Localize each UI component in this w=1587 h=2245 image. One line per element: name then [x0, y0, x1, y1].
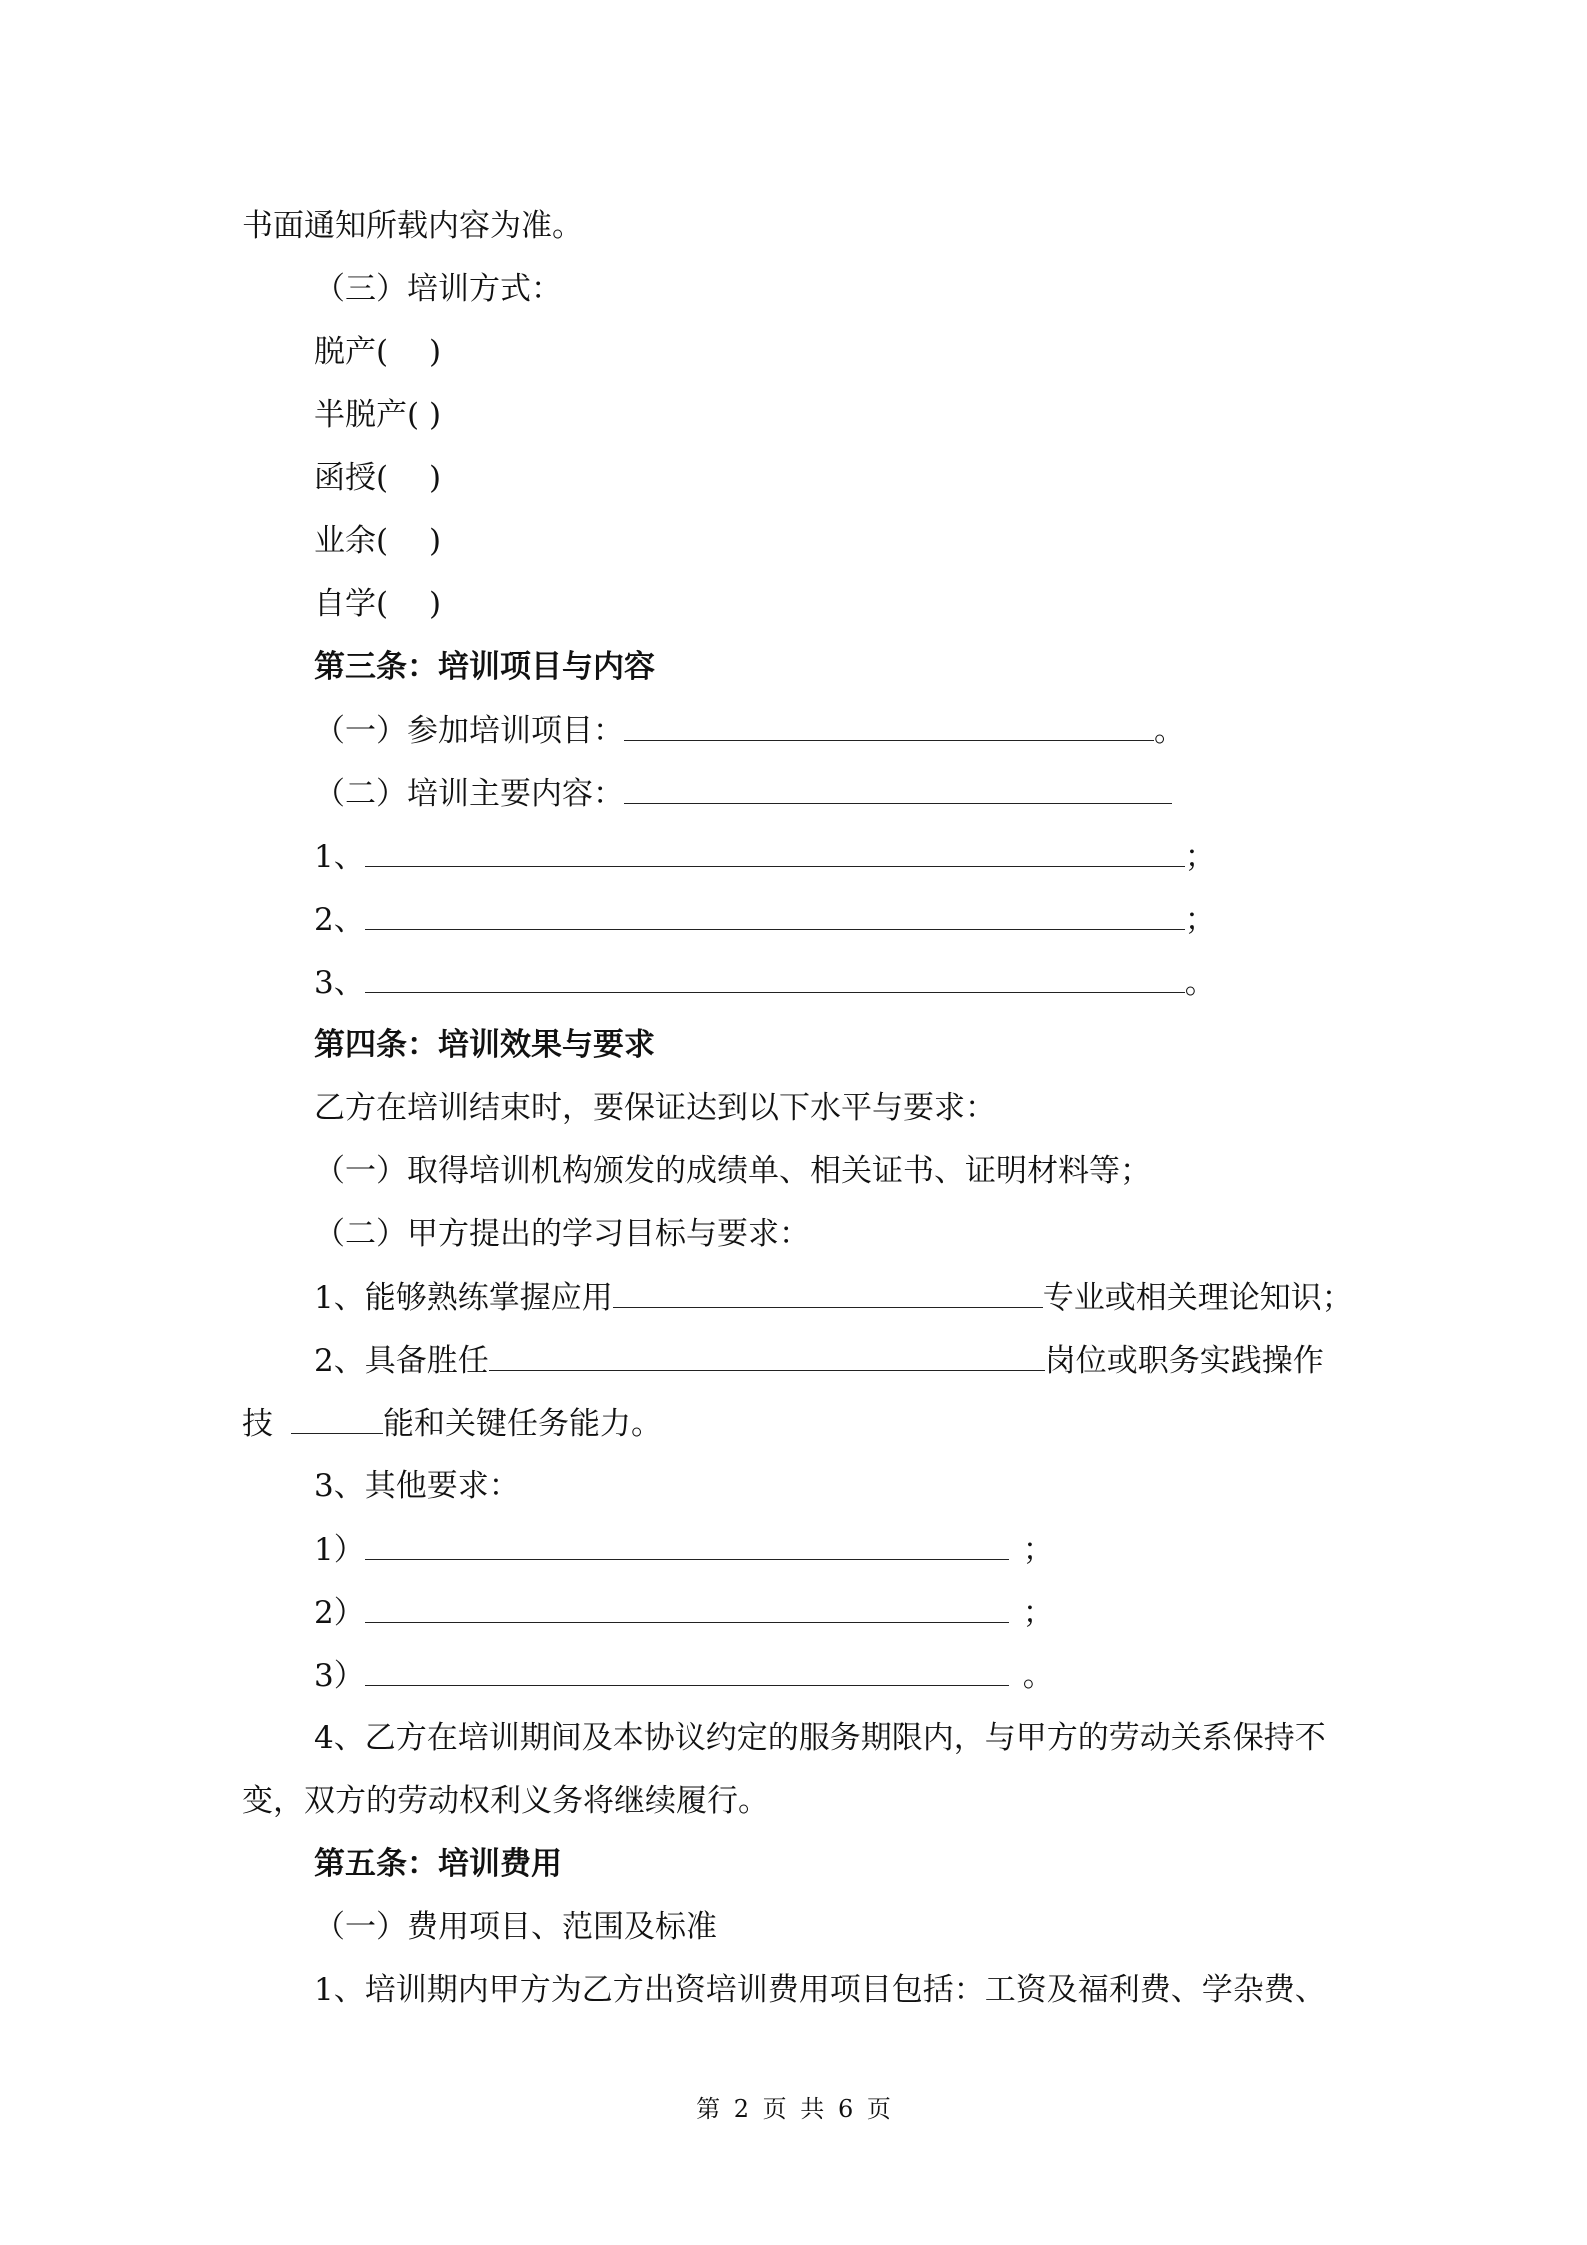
blank-field: [291, 1403, 383, 1434]
fill-line: [314, 1277, 1353, 1317]
fill-line: [314, 1529, 1054, 1569]
text-line: 3、其他要求：: [314, 1468, 520, 1504]
fill-label: 2、具备胜任: [314, 1343, 489, 1379]
blank-field: [365, 1592, 1009, 1623]
blank-field: [365, 836, 1185, 867]
fill-end: ；: [1184, 902, 1216, 938]
fill-line: [314, 1340, 1324, 1380]
fill-label: 3）: [314, 1658, 365, 1694]
blank-field: [365, 1529, 1009, 1560]
fill-label: 1）: [314, 1532, 365, 1568]
article-heading: 第五条：培训费用: [314, 1846, 562, 1882]
article-heading: 第三条：培训项目与内容: [314, 649, 655, 685]
fill-end: 。: [1154, 713, 1185, 749]
blank-field: [624, 773, 1172, 804]
text-line: 书面通知所载内容为准。: [242, 208, 583, 244]
fill-end: 专业或相关理论知识；: [1042, 1280, 1353, 1316]
fill-end: 岗位或职务实践操作: [1044, 1343, 1324, 1379]
fill-line: [242, 1403, 662, 1443]
fill-line: [314, 710, 1185, 750]
fill-line: [314, 1592, 1054, 1632]
text-line: 乙方在培训结束时，要保证达到以下水平与要求：: [314, 1090, 996, 1126]
blank-field: [624, 710, 1154, 741]
fill-end: 。: [1022, 1658, 1054, 1694]
fill-label: 1、能够熟练掌握应用: [314, 1280, 613, 1316]
text-line: 变，双方的劳动权利义务将继续履行。: [242, 1783, 769, 1819]
blank-field: [365, 899, 1185, 930]
blank-field: [613, 1277, 1043, 1308]
fill-end: 。: [1184, 965, 1216, 1001]
fill-line: [314, 962, 1216, 1002]
fill-line: [314, 899, 1216, 939]
fill-label: 技: [242, 1406, 273, 1442]
text-line: 1、培训期内甲方为乙方出资培训费用项目包括：工资及福利费、学杂费、: [314, 1972, 1326, 2008]
fill-label: （二）培训主要内容：: [314, 776, 624, 812]
option-item: 业余( ): [314, 523, 442, 559]
fill-end: 能和关键任务能力。: [383, 1406, 662, 1442]
blank-field: [365, 1655, 1009, 1686]
option-item: 自学( ): [314, 586, 442, 622]
fill-end: ；: [1184, 839, 1216, 875]
text-line: （一）费用项目、范围及标准: [314, 1909, 717, 1945]
page-number-footer: 第 2 页 共 6 页: [696, 2095, 891, 2123]
text-line: 4、乙方在培训期间及本协议约定的服务期限内，与甲方的劳动关系保持不: [314, 1720, 1326, 1756]
fill-line: [314, 1655, 1054, 1695]
article-heading: 第四条：培训效果与要求: [314, 1027, 655, 1063]
text-line: （一）取得培训机构颁发的成绩单、相关证书、证明材料等；: [314, 1153, 1151, 1189]
fill-end: ；: [1022, 1595, 1054, 1631]
option-item: 脱产( ): [314, 334, 442, 370]
option-item: 半脱产( ): [314, 397, 442, 433]
fill-label: 1、: [314, 839, 365, 875]
fill-line: [314, 836, 1216, 876]
blank-field: [365, 962, 1185, 993]
fill-label: （一）参加培训项目：: [314, 713, 624, 749]
fill-label: 3、: [314, 965, 365, 1001]
fill-end: ；: [1022, 1532, 1054, 1568]
fill-label: 2、: [314, 902, 365, 938]
option-item: 函授( ): [314, 460, 442, 496]
blank-field: [489, 1340, 1045, 1371]
fill-line: [314, 773, 1172, 813]
section-heading: （三）培训方式：: [314, 271, 562, 307]
fill-label: 2）: [314, 1595, 365, 1631]
text-line: （二）甲方提出的学习目标与要求：: [314, 1216, 810, 1252]
